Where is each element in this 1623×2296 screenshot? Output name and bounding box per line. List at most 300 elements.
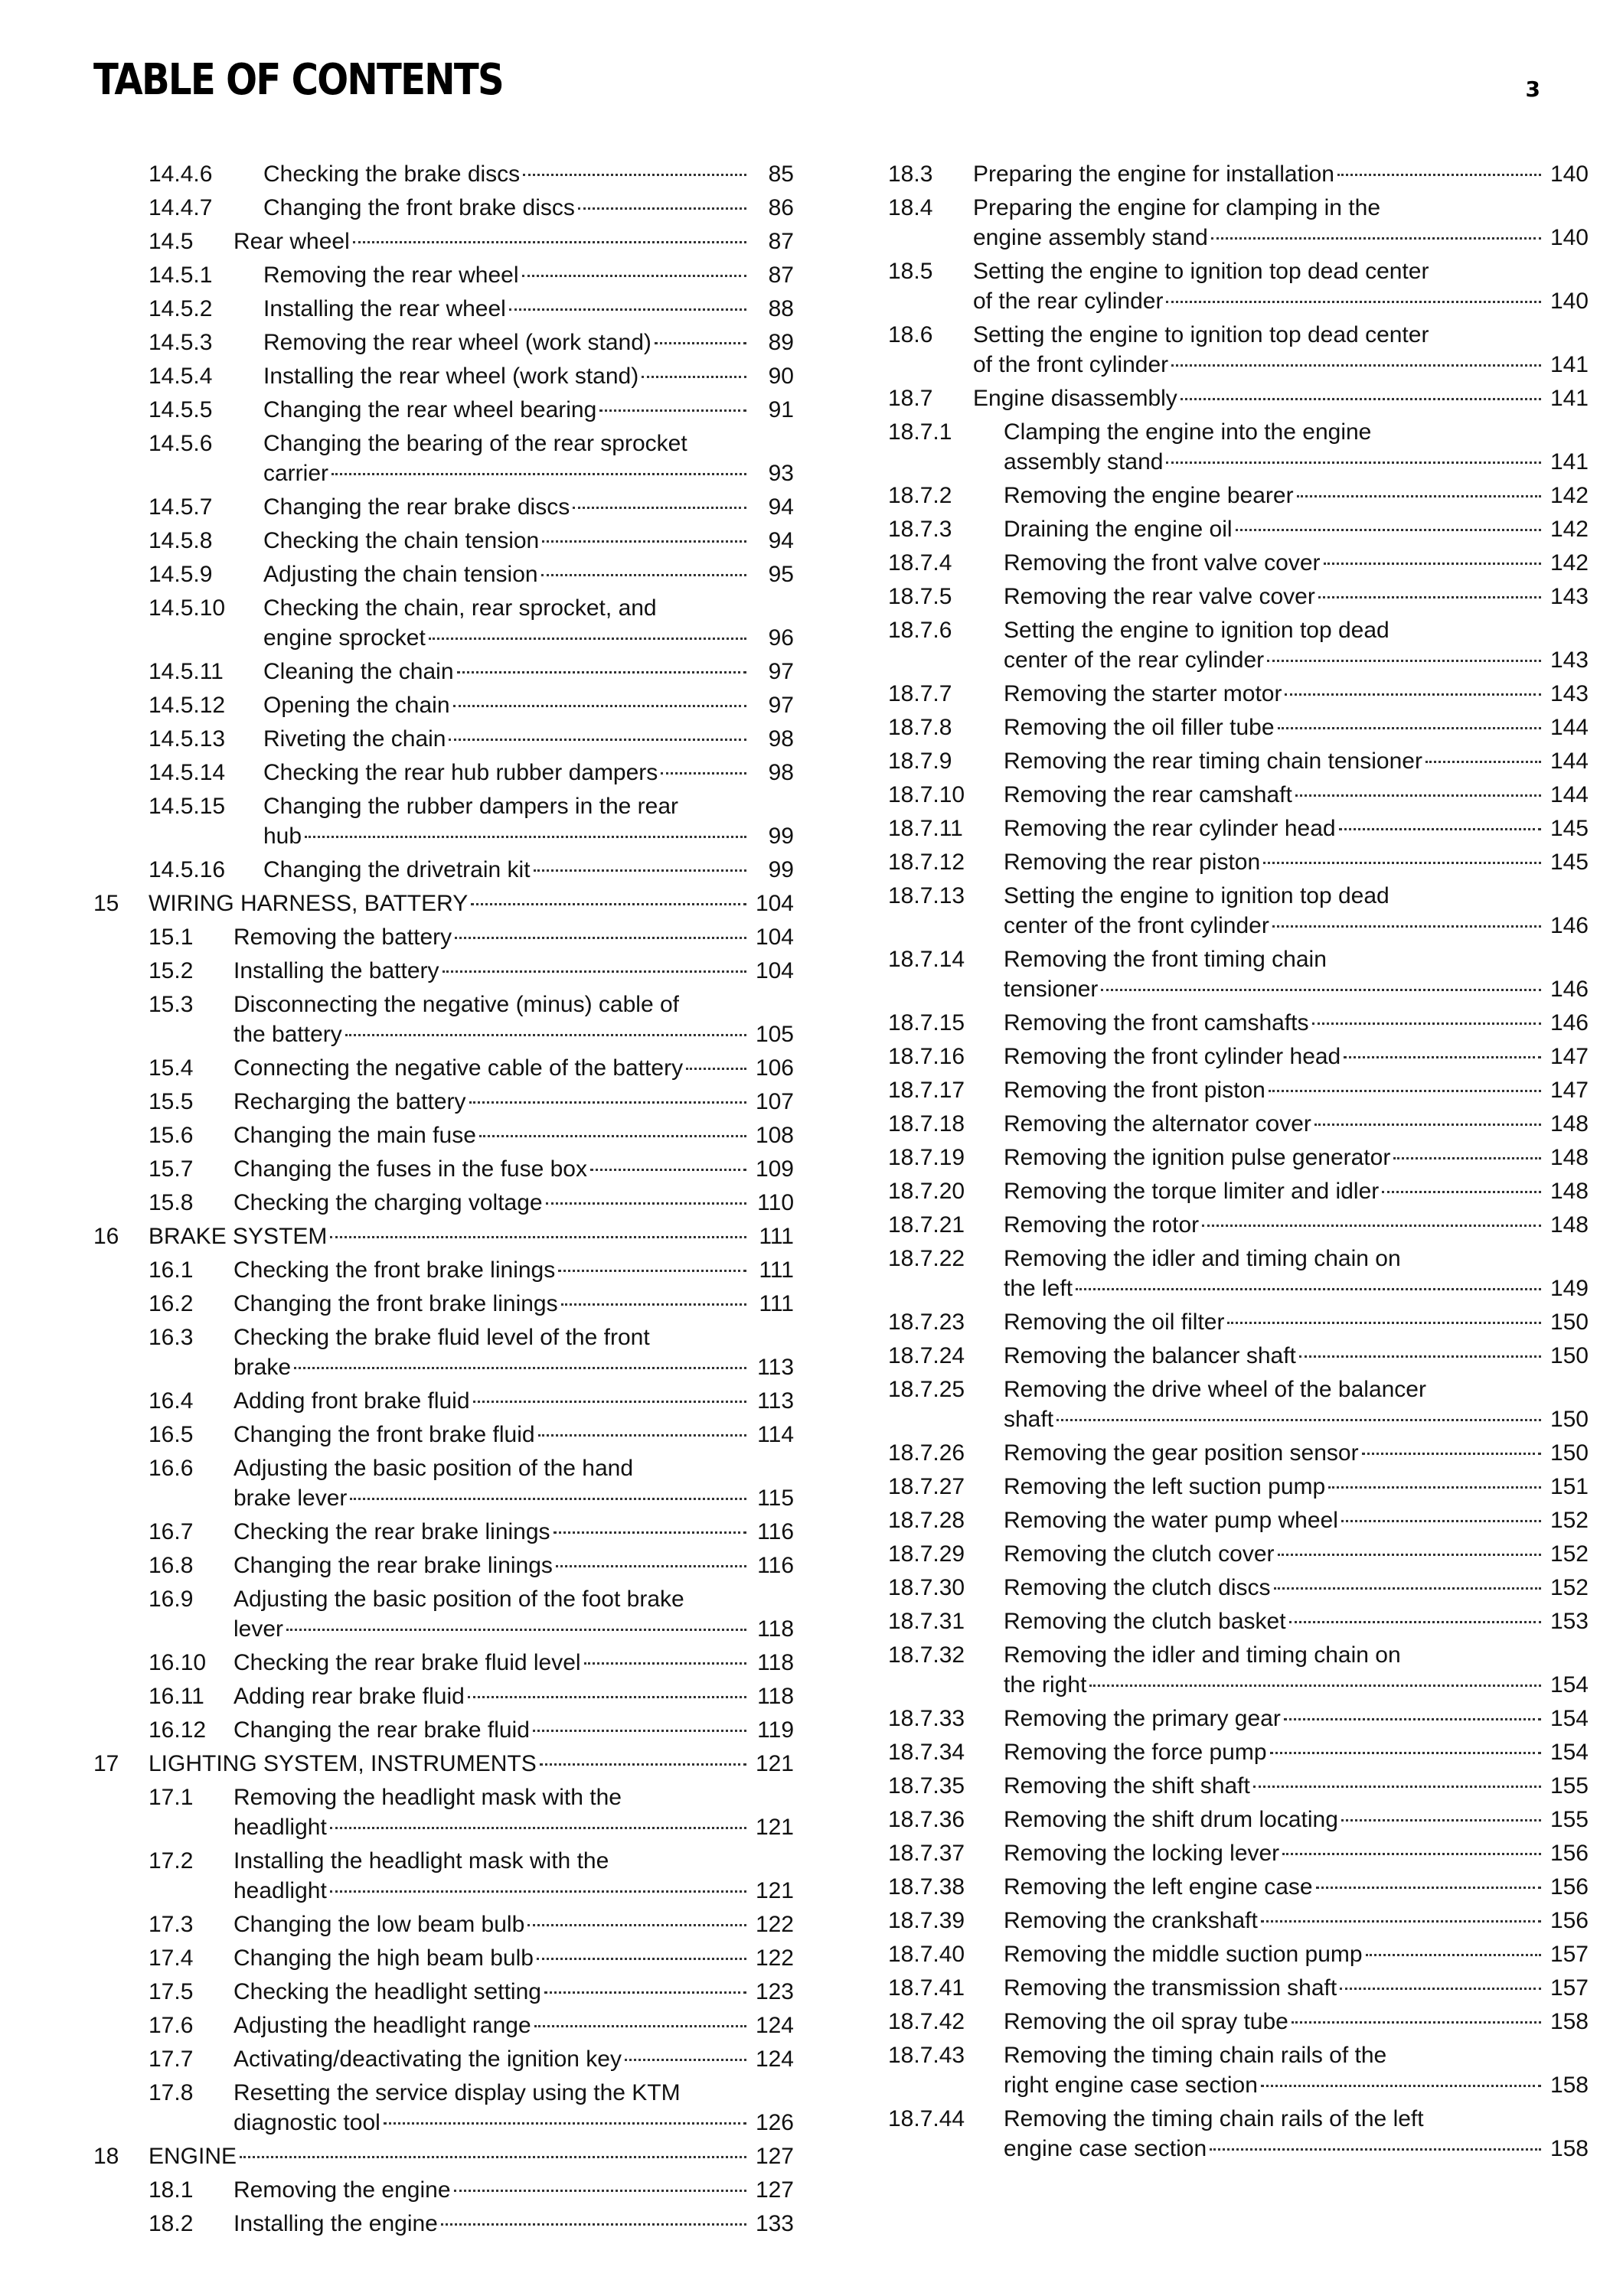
toc-entry-title: Adjusting the chain tension [263,562,538,587]
toc-entry-number: 16.12 [149,1717,207,1743]
toc-entry-title: Changing the high beam bulb [233,1945,534,1971]
toc-entry-page: 143 [1550,584,1589,609]
toc-entry-page: 108 [755,1123,794,1148]
dot-leader [330,1236,746,1238]
toc-entry-page: 122 [755,1912,794,1937]
toc-entry-title: Changing the fuses in the fuse box [233,1156,587,1182]
toc-entry-number: 18.7.2 [888,483,952,508]
toc-entry-number: 17.7 [149,2047,194,2072]
dot-leader [1312,1022,1541,1025]
toc-entry-page: 115 [757,1486,794,1511]
toc-entry-number: 18.7.18 [888,1111,965,1137]
toc-entry-page: 119 [757,1717,794,1743]
dot-leader [1089,1684,1541,1687]
toc-entry-number: 18.7.22 [888,1246,965,1271]
toc-entry-number: 14.5.8 [149,528,213,553]
dot-leader [479,1135,746,1137]
toc-entry-page: 152 [1550,1541,1589,1567]
toc-entry-page: 143 [1550,681,1589,706]
dot-leader [1269,1090,1541,1092]
toc-entry-title: Removing the middle suction pump [1004,1942,1363,1967]
toc-entry-page: 142 [1550,483,1589,508]
toc-entry-page: 158 [1550,2136,1589,2161]
toc-entry-page: 95 [768,562,794,587]
dot-leader [533,1730,746,1732]
toc-entry-number: 18.7.34 [888,1740,965,1765]
dot-leader [1076,1288,1541,1290]
toc-entry-number: 18.7.3 [888,517,952,542]
toc-entry-title: Removing the clutch discs [1004,1575,1271,1600]
toc-entry-number: 14.5.13 [149,726,226,752]
toc-entry-number: 16.1 [149,1257,194,1283]
toc-entry-title: Changing the main fuse [233,1123,476,1148]
dot-leader [534,2025,746,2027]
toc-entry-number: 18.7.15 [888,1010,965,1035]
toc-entry-title: Installing the engine [233,2211,438,2236]
toc-entry-page: 94 [768,494,794,520]
dot-leader [330,1890,746,1893]
dot-leader [1341,1819,1541,1821]
toc-entry-number: 18.7.41 [888,1975,965,2001]
toc-entry-title: Riveting the chain [263,726,446,752]
toc-entry-title: Changing the front brake fluid [233,1422,535,1447]
toc-entry-page: 111 [759,1224,794,1249]
toc-entry-number: 16.8 [149,1553,194,1578]
toc-entry-title: Removing the clutch cover [1004,1541,1275,1567]
toc-entry-title: Removing the force pump [1004,1740,1267,1765]
toc-entry-title: Adding rear brake fluid [233,1684,465,1709]
toc-entry-page: 153 [1550,1609,1589,1634]
dot-leader [449,739,746,741]
dot-leader [542,540,746,543]
toc-entry-page: 96 [768,625,794,651]
toc-entry-number: 18.7.14 [888,947,965,972]
toc-entry-number: 16.10 [149,1650,207,1675]
toc-entry-page: 142 [1550,550,1589,576]
toc-entry-title: Removing the oil spray tube [1004,2009,1288,2034]
toc-entry-title: the right [1004,1672,1087,1698]
toc-entry-title: Rear wheel [233,229,350,254]
toc-entry-title: Removing the rear wheel [263,263,519,288]
toc-entry-title: Adjusting the headlight range [233,2013,531,2038]
dot-leader [655,342,746,344]
toc-entry-number: 16.6 [149,1456,194,1481]
dot-leader [1297,495,1541,497]
toc-entry-number: 18.7.39 [888,1908,965,1933]
dot-leader [1261,1920,1541,1923]
toc-entry-number: 18.7.31 [888,1609,965,1634]
toc-entry-title: Removing the primary gear [1004,1706,1281,1731]
toc-entry-page: 99 [768,857,794,882]
toc-entry-page: 154 [1550,1706,1589,1731]
toc-entry-page: 158 [1550,2073,1589,2098]
dot-leader [1340,1988,1541,1990]
toc-entry-title: Checking the headlight setting [233,1979,541,2004]
toc-entry-number: 16.4 [149,1388,194,1414]
toc-entry-page: 150 [1550,1343,1589,1368]
toc-entry-page: 93 [768,461,794,486]
dot-leader [540,1763,746,1766]
toc-entry-page: 146 [1550,1010,1589,1035]
toc-entry-number: 14.5.4 [149,364,213,389]
toc-entry-title: the battery [233,1022,342,1047]
toc-entry-title: Removing the rear camshaft [1004,782,1292,807]
dot-leader [584,1662,746,1665]
toc-entry-title: Changing the rear brake discs [263,494,570,520]
toc-entry-number: 14.5.3 [149,330,213,355]
toc-entry-number: 18.7.24 [888,1343,965,1368]
toc-entry-page: 127 [755,2144,794,2169]
dot-leader [534,869,746,872]
toc-entry-page: 157 [1550,1942,1589,1967]
toc-entry-page: 90 [768,364,794,389]
dot-leader [1366,1954,1541,1956]
toc-entry-title: Removing the timing chain rails of the left [1004,2106,1424,2131]
toc-entry-title: Setting the engine to ignition top dead center [973,322,1429,347]
toc-entry-title: Removing the locking lever [1004,1841,1280,1866]
toc-entry-title: Removing the idler and timing chain on [1004,1246,1401,1271]
toc-entry-number: 14.5.2 [149,296,213,321]
toc-entry-page: 111 [759,1257,794,1283]
dot-leader [353,241,746,243]
dot-leader [453,705,746,707]
toc-entry-number: 17.5 [149,1979,194,2004]
toc-entry-title: Checking the rear brake fluid level [233,1650,581,1675]
toc-entry-page: 147 [1550,1044,1589,1069]
toc-entry-page: 146 [1550,913,1589,938]
toc-entry-title: Removing the starter motor [1004,681,1282,706]
dot-leader [1210,2148,1541,2151]
toc-entry-number: 14.5.10 [149,595,226,621]
toc-entry-title: Removing the crankshaft [1004,1908,1258,1933]
toc-entry-title: Changing the rear brake fluid [233,1717,530,1743]
toc-entry-title: Removing the headlight mask with the [233,1785,622,1810]
toc-entry-page: 155 [1550,1807,1589,1832]
toc-entry-title: Clamping the engine into the engine [1004,419,1372,445]
toc-entry-title: headlight [233,1815,327,1840]
toc-entry-title: Checking the rear hub rubber dampers [263,760,658,785]
toc-entry-title: Removing the left engine case [1004,1874,1313,1900]
toc-entry-title: Removing the rear valve cover [1004,584,1315,609]
toc-entry-title: Removing the battery [233,925,452,950]
dot-leader [544,1991,746,1994]
toc-entry-page: 122 [755,1945,794,1971]
toc-entry-number: 18.7.6 [888,618,952,643]
dot-leader [661,772,746,775]
dot-leader [1263,862,1541,864]
toc-entry-number: 18.7.35 [888,1773,965,1799]
dot-leader [599,409,746,412]
dot-leader [556,1565,746,1567]
toc-entry-number: 16.5 [149,1422,194,1447]
dot-leader [1289,1621,1541,1623]
dot-leader [625,2059,746,2061]
toc-entry-title: Engine disassembly [973,386,1177,411]
dot-leader [1344,1056,1541,1058]
toc-entry-page: 140 [1550,289,1589,314]
dot-leader [1267,660,1541,662]
toc-entry-title: brake [233,1355,292,1380]
toc-entry-title: Installing the rear wheel [263,296,506,321]
toc-entry-title: Removing the rear piston [1004,850,1261,875]
toc-entry-title: Removing the rotor [1004,1212,1200,1238]
toc-entry-page: 154 [1550,1740,1589,1765]
dot-leader [469,1101,746,1104]
toc-entry-number: 14.5.1 [149,263,213,288]
toc-entry-page: 158 [1550,2009,1589,2034]
toc-entry-page: 114 [757,1422,794,1447]
toc-entry-number: 18.7.23 [888,1309,965,1335]
toc-entry-page: 89 [768,330,794,355]
toc-entry-title: Removing the front cylinder head [1004,1044,1341,1069]
dot-leader [1211,237,1541,240]
dot-leader [527,1924,746,1926]
toc-entry-page: 145 [1550,850,1589,875]
toc-entry-number: 15.7 [149,1156,194,1182]
dot-leader [455,937,746,939]
toc-entry-page: 106 [755,1055,794,1081]
toc-entry-number: 18.7.17 [888,1078,965,1103]
toc-entry-number: 18.7.28 [888,1508,965,1533]
toc-entry-number: 18.7 [888,386,933,411]
toc-entry-number: 18 [93,2144,119,2169]
toc-entry-page: 148 [1550,1111,1589,1137]
toc-entry-title: Setting the engine to ignition top dead [1004,883,1390,908]
toc-entry-title: Draining the engine oil [1004,517,1233,542]
toc-entry-number: 14.5.16 [149,857,226,882]
toc-entry-title: BRAKE SYSTEM [149,1224,328,1249]
toc-entry-title: Removing the oil filler tube [1004,715,1275,740]
toc-entry-title: Installing the rear wheel (work stand) [263,364,639,389]
dot-leader [1270,1752,1541,1754]
toc-entry-title: Removing the alternator cover [1004,1111,1311,1137]
dot-leader [384,2122,746,2125]
toc-entry-number: 18.7.19 [888,1145,965,1170]
toc-entry-title: Checking the charging voltage [233,1190,543,1215]
toc-entry-title: Changing the front brake linings [233,1291,558,1316]
toc-entry-number: 17.1 [149,1785,194,1810]
toc-entry-title: Changing the drivetrain kit [263,857,531,882]
toc-entry-page: 98 [768,760,794,785]
toc-entry-title: Adjusting the basic position of the foot brake [233,1587,684,1612]
toc-entry-title: Removing the balancer shaft [1004,1343,1296,1368]
toc-entry-page: 155 [1550,1773,1589,1799]
toc-entry-page: 150 [1550,1407,1589,1432]
toc-entry-title: Recharging the battery [233,1089,466,1114]
toc-entry-title: carrier [263,461,329,486]
dot-leader [1393,1157,1541,1159]
toc-entry-title: Checking the rear brake linings [233,1519,550,1544]
toc-entry-title: Changing the low beam bulb [233,1912,525,1937]
dot-leader [1274,1587,1542,1590]
dot-leader [686,1068,746,1070]
toc-entry-page: 94 [768,528,794,553]
toc-entry-title: right engine case section [1004,2073,1258,2098]
toc-entry-number: 18.7.9 [888,748,952,774]
toc-entry-number: 14.5.15 [149,794,226,819]
page-number: 3 [1525,77,1540,102]
toc-entry-title: Removing the engine bearer [1004,483,1294,508]
toc-entry-page: 148 [1550,1145,1589,1170]
toc-entry-number: 18.7.27 [888,1474,965,1499]
toc-entry-title: Changing the rubber dampers in the rear [263,794,678,819]
toc-entry-page: 149 [1550,1276,1589,1301]
toc-entry-title: LIGHTING SYSTEM, INSTRUMENTS [149,1751,537,1776]
toc-entry-page: 156 [1550,1841,1589,1866]
toc-entry-title: Removing the rear wheel (work stand) [263,330,651,355]
toc-entry-title: lever [233,1616,284,1642]
toc-entry-title: of the front cylinder [973,352,1169,377]
toc-entry-title: Changing the bearing of the rear sprocket [263,431,687,456]
dot-leader [554,1531,746,1534]
toc-entry-page: 148 [1550,1179,1589,1204]
toc-entry-number: 16.3 [149,1325,194,1350]
toc-entry-number: 18.3 [888,161,933,187]
toc-entry-page: 123 [755,1979,794,2004]
toc-entry-title: ENGINE [149,2144,237,2169]
toc-entry-page: 152 [1550,1508,1589,1533]
toc-entry-page: 107 [755,1089,794,1114]
toc-entry-number: 18.7.38 [888,1874,965,1900]
toc-entry-number: 18.7.7 [888,681,952,706]
toc-entry-number: 14.5.7 [149,494,213,520]
toc-entry-title: Removing the engine [233,2177,451,2203]
toc-entry-page: 148 [1550,1212,1589,1238]
toc-entry-page: 109 [755,1156,794,1182]
toc-entry-title: engine sprocket [263,625,426,651]
toc-entry-number: 15.5 [149,1089,194,1114]
toc-entry-title: center of the front cylinder [1004,913,1269,938]
toc-entry-title: Installing the battery [233,958,439,983]
dot-leader [642,376,746,378]
toc-entry-number: 18.7.4 [888,550,952,576]
dot-leader [1295,794,1541,797]
toc-entry-title: of the rear cylinder [973,289,1164,314]
toc-entry-number: 18.7.44 [888,2106,965,2131]
toc-entry-number: 18.7.42 [888,2009,965,2034]
toc-entry-title: Adjusting the basic position of the hand [233,1456,634,1481]
dot-leader [294,1367,746,1369]
toc-entry-title: Cleaning the chain [263,659,454,684]
toc-entry-number: 18.7.21 [888,1212,965,1238]
toc-entry-number: 16.2 [149,1291,194,1316]
toc-entry-page: 113 [757,1355,794,1380]
toc-entry-title: Removing the shift drum locating [1004,1807,1338,1832]
toc-entry-title: Removing the front camshafts [1004,1010,1309,1035]
toc-entry-title: Preparing the engine for clamping in the [973,195,1381,220]
toc-entry-page: 127 [755,2177,794,2203]
dot-leader [457,671,746,673]
toc-entry-page: 151 [1550,1474,1589,1499]
dot-leader [558,1270,746,1272]
toc-entry-number: 18.1 [149,2177,194,2203]
toc-entry-title: Removing the clutch basket [1004,1609,1286,1634]
dot-leader [1253,1786,1541,1788]
toc-entry-title: engine case section [1004,2136,1207,2161]
toc-entry-number: 17.4 [149,1945,194,1971]
toc-entry-title: Setting the engine to ignition top dead [1004,618,1390,643]
toc-entry-page: 140 [1550,161,1589,187]
toc-entry-page: 91 [768,397,794,422]
toc-entry-title: Checking the chain, rear sprocket, and [263,595,657,621]
toc-entry-number: 15.8 [149,1190,194,1215]
toc-entry-number: 16.11 [149,1684,204,1709]
toc-entry-number: 14.4.7 [149,195,213,220]
toc-entry-title: assembly stand [1004,449,1164,475]
toc-entry-title: Adding front brake fluid [233,1388,470,1414]
dot-leader [1171,364,1541,367]
toc-entry-page: 140 [1550,225,1589,250]
dot-leader [1202,1225,1541,1227]
toc-entry-number: 16.9 [149,1587,194,1612]
toc-entry-number: 18.7.1 [888,419,952,445]
dot-leader [471,903,746,905]
toc-entry-number: 18.2 [149,2211,194,2236]
toc-entry-number: 17.3 [149,1912,194,1937]
dot-leader [442,970,747,973]
toc-entry-title: Removing the rear timing chain tensioner [1004,748,1422,774]
toc-entry-number: 15.3 [149,992,194,1017]
toc-entry-page: 154 [1550,1672,1589,1698]
toc-entry-title: Changing the rear wheel bearing [263,397,597,422]
toc-entry-title: Checking the brake fluid level of the front [233,1325,650,1350]
toc-entry-title: Changing the front brake discs [263,195,575,220]
toc-entry-page: 86 [768,195,794,220]
dot-leader [1425,761,1541,763]
toc-entry-page: 104 [755,925,794,950]
toc-entry-page: 99 [768,823,794,849]
dot-leader [1285,693,1541,696]
toc-entry-title: Removing the front valve cover [1004,550,1321,576]
toc-entry-number: 18.7.12 [888,850,965,875]
dot-leader [538,1434,746,1437]
toc-entry-page: 133 [755,2211,794,2236]
dot-leader [1362,1453,1541,1455]
toc-entry-title: Removing the oil filter [1004,1309,1225,1335]
toc-entry-number: 15.6 [149,1123,194,1148]
dot-leader [1314,1124,1541,1126]
toc-entry-title: Removing the left suction pump [1004,1474,1326,1499]
toc-entry-number: 17.6 [149,2013,194,2038]
dot-leader [473,1401,746,1403]
toc-entry-page: 105 [755,1022,794,1047]
toc-entry-page: 118 [757,1684,794,1709]
toc-entry-page: 141 [1550,386,1589,411]
toc-entry-number: 15.4 [149,1055,194,1081]
toc-entry-page: 126 [755,2110,794,2135]
toc-entry-number: 18.7.8 [888,715,952,740]
toc-entry-number: 18.7.25 [888,1377,965,1402]
toc-entry-number: 18.7.40 [888,1942,965,1967]
toc-entry-title: Setting the engine to ignition top dead center [973,259,1429,284]
dot-leader [1166,461,1541,464]
dot-leader [350,1498,746,1500]
toc-entry-title: Removing the rear cylinder head [1004,816,1336,841]
toc-entry-number: 18.6 [888,322,933,347]
dot-leader [1261,2085,1541,2087]
toc-entry-title: Removing the front piston [1004,1078,1265,1103]
toc-entry-title: Installing the headlight mask with the [233,1848,609,1874]
toc-entry-number: 18.7.30 [888,1575,965,1600]
dot-leader [330,1827,746,1829]
toc-entry-number: 14.5.11 [149,659,224,684]
toc-entry-title: hub [263,823,302,849]
toc-entry-title: Removing the front timing chain [1004,947,1327,972]
toc-entry-page: 121 [755,1815,794,1840]
dot-leader [1056,1419,1541,1421]
toc-entry-number: 14.5 [149,229,194,254]
toc-entry-page: 118 [757,1650,794,1675]
